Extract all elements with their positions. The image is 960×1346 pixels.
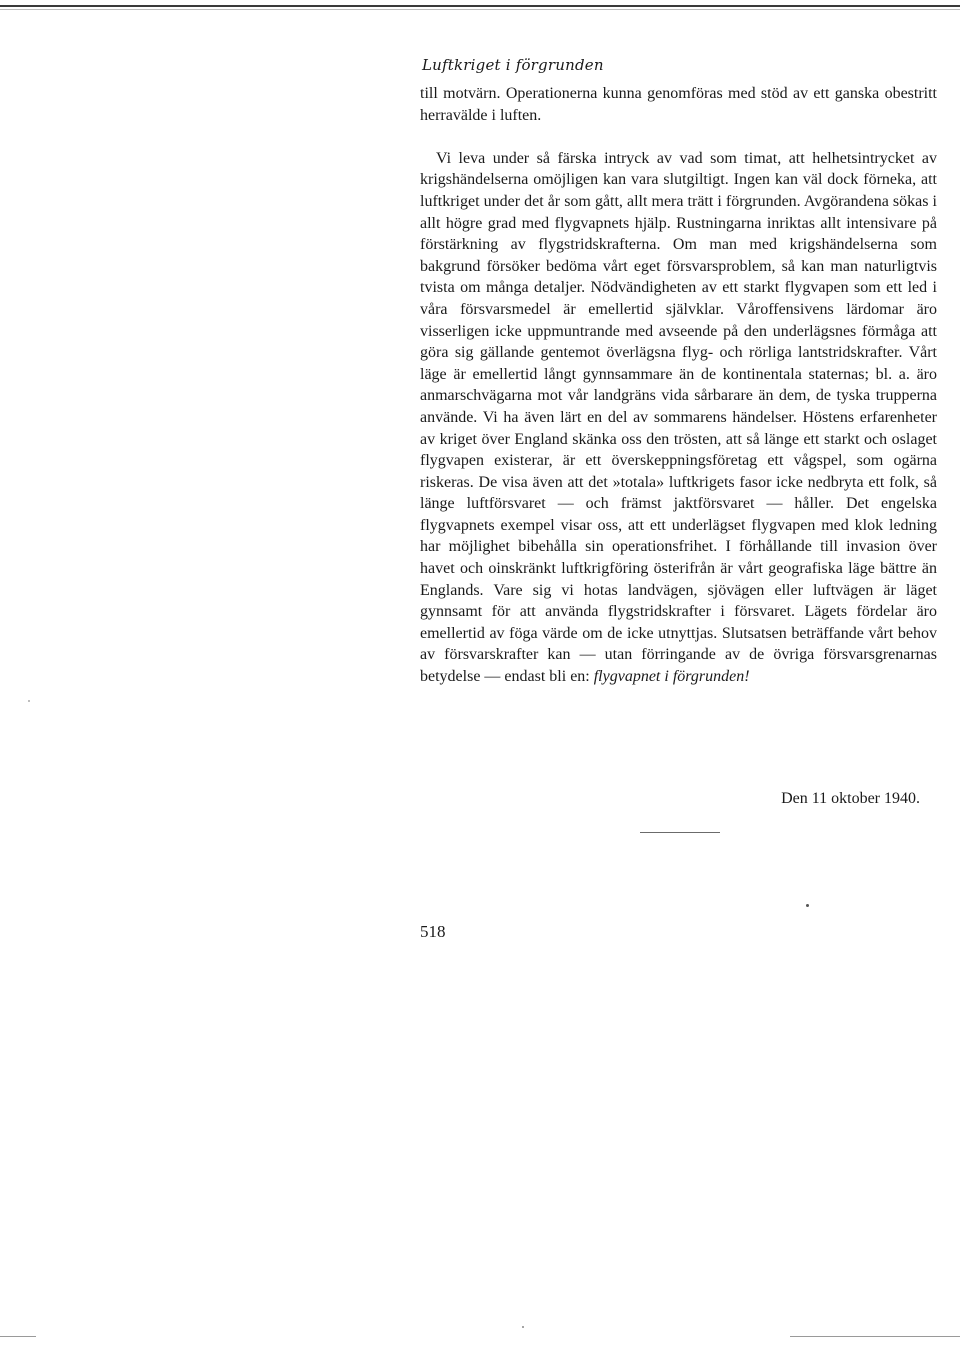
page-number: 518 xyxy=(420,922,446,941)
bottom-edge-rule xyxy=(790,1336,960,1337)
scan-speck xyxy=(806,904,809,907)
main-paragraph-text: Vi leva under så färska intryck av vad som timat, att helhetsintrycket av krigshändelserna omöjligen kan vara slutgiltigt. Ingen kan väl dock förneka, att luftkriget under det år som gått, allt mera trätt i förgrunden. Avgörandena sökas i allt högre grad med flygvapnets hjälp. Rustningarna inriktas allt intensivare på förstärkning av flygstridskrafterna. Om man med krigshändelserna som bakgrund försöker bedöma vårt eget försvarsproblem, så kan man naturligtvis tvista om många detaljer. Nödvändigheten av ett starkt flygvapen som ett led i våra försvarsmedel är emellertid självklar. Våroffensivens lärdomar äro visserligen icke uppmuntrande med avseende på den underlägsnes förmåga att göra sig gällande gentemot överlägsna flyg- och rörliga lantstridskrafter. Vårt läge är emellertid långt gynnsammare än de kontinentala staternas; bl. a. äro anmarschvägarna mot vår landgräns vida sårbarare än dem, de tyska trupperna använde. Vi ha även lärt en del av sommarens händelser. Höstens erfarenheter av kriget över England skänka oss den trösten, att så länge ett starkt och oslaget flygvapen existerar, är ett överskeppningsföretag ett vågspel, som ogärna riskeras. De visa även att det »totala» luftkrigets fasor icke nedbryta ett folk, så länge luftförsvaret — och främst jaktförsvaret — håller. Det engelska flygvapnets exempel visar oss, att ett underlägset flygvapen med klok ledning har möjlighet bibehålla sin operationsfrihet. I förhållande till invasion över havet och oinskränkt luftkrigföring österifrån är vårt geografiska läge bättre än Englands. Vare sig vi hotas landvägen, sjövägen eller luftvägen är läget gynnsamt för att använda flygstridskrafter i försvaret. Lägets fördelar äro emellertid av föga värde om de icke utnyttjas. Slutsatsen beträffande vårt behov av försvarskrafter kan — utan förringande av de övriga försvarsgrenarnas betydelse — endast bli en: xyxy=(420,149,937,686)
end-rule xyxy=(640,832,720,833)
closing-emphasis: flygvapnet i förgrunden! xyxy=(593,668,750,686)
running-head: Luftkriget i förgrunden xyxy=(422,56,604,74)
opening-lines: till motvärn. Operationerna kunna genomföras med stöd av ett ganska obestritt herravälde i luften. xyxy=(420,85,937,124)
dateline: Den 11 oktober 1940. xyxy=(781,790,920,807)
top-border-rule-thin xyxy=(0,9,960,10)
article-body xyxy=(420,83,937,688)
top-border-rule xyxy=(0,5,960,7)
scan-speck xyxy=(522,1326,524,1328)
bottom-edge-rule xyxy=(0,1336,36,1337)
scan-speck xyxy=(28,700,30,702)
main-paragraph xyxy=(420,148,937,688)
